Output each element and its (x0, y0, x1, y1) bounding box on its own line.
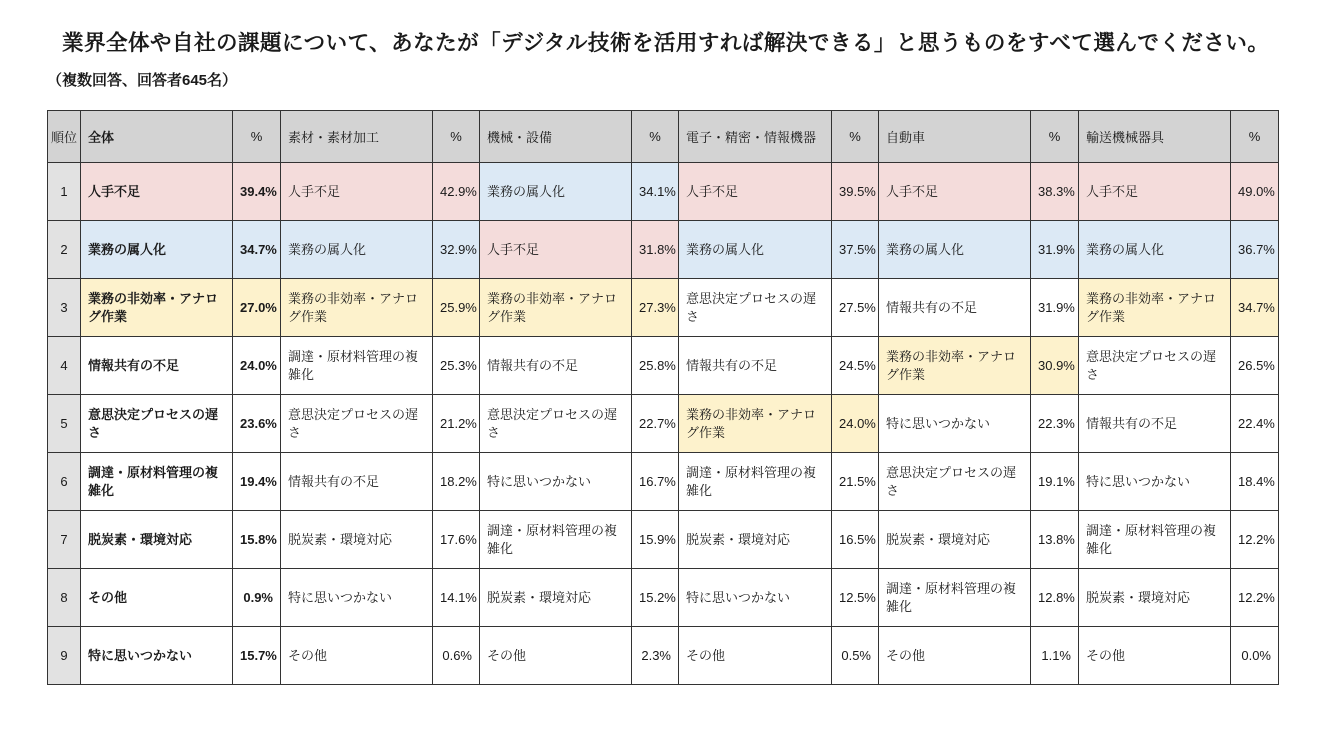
issue-label-cell: 特に思いつかない (480, 453, 632, 511)
issue-pct-cell: 0.5% (832, 627, 879, 685)
issue-label-cell: 調達・原材料管理の複雑化 (879, 569, 1031, 627)
issue-label-cell: 特に思いつかない (81, 627, 233, 685)
rank-cell: 4 (48, 337, 81, 395)
issue-label-cell: 調達・原材料管理の複雑化 (480, 511, 632, 569)
column-header-segment: 自動車 (879, 111, 1031, 163)
rank-cell: 8 (48, 569, 81, 627)
issue-label-cell: 情報共有の不足 (879, 279, 1031, 337)
issue-label-cell: 業務の非効率・アナログ作業 (480, 279, 632, 337)
issue-label-cell: 意思決定プロセスの遅さ (281, 395, 433, 453)
issue-pct-cell: 31.8% (632, 221, 679, 279)
issue-label-cell: 意思決定プロセスの遅さ (480, 395, 632, 453)
issue-pct-cell: 16.7% (632, 453, 679, 511)
issue-label-cell: 人手不足 (879, 163, 1031, 221)
issue-pct-cell: 34.1% (632, 163, 679, 221)
issue-label-cell: その他 (480, 627, 632, 685)
issue-label-cell: 情報共有の不足 (679, 337, 832, 395)
issue-label-cell: 業務の非効率・アナログ作業 (281, 279, 433, 337)
issue-pct-cell: 22.3% (1031, 395, 1079, 453)
issue-pct-cell: 22.4% (1231, 395, 1279, 453)
issue-pct-cell: 26.5% (1231, 337, 1279, 395)
table-row (48, 395, 1279, 453)
issue-pct-cell: 17.6% (433, 511, 480, 569)
issue-pct-cell: 31.9% (1031, 279, 1079, 337)
column-header-segment: 素材・素材加工 (281, 111, 433, 163)
issue-label-cell: 脱炭素・環境対応 (480, 569, 632, 627)
issue-label-cell: 特に思いつかない (879, 395, 1031, 453)
issue-pct-cell: 12.2% (1231, 511, 1279, 569)
issue-pct-cell: 13.8% (1031, 511, 1079, 569)
issue-label-cell: 特に思いつかない (679, 569, 832, 627)
column-header-segment: 電子・精密・情報機器 (679, 111, 832, 163)
ranking-table-header (48, 111, 1279, 163)
issue-pct-cell: 27.0% (233, 279, 281, 337)
issue-label-cell: その他 (81, 569, 233, 627)
column-header-pct: % (233, 111, 281, 163)
issue-label-cell: 人手不足 (81, 163, 233, 221)
issue-label-cell: 調達・原材料管理の複雑化 (1079, 511, 1231, 569)
issue-label-cell: 脱炭素・環境対応 (679, 511, 832, 569)
issue-label-cell: 業務の属人化 (679, 221, 832, 279)
ranking-table (47, 110, 1279, 685)
issue-pct-cell: 39.4% (233, 163, 281, 221)
page-subtitle: （複数回答、回答者645名） (47, 72, 238, 89)
issue-pct-cell: 1.1% (1031, 627, 1079, 685)
column-header-segment: 全体 (81, 111, 233, 163)
issue-label-cell: 意思決定プロセスの遅さ (81, 395, 233, 453)
page-title: 業界全体や自社の課題について、あなたが「デジタル技術を活用すれば解決できる」と思うものをすべて選んでください。 (62, 31, 1270, 55)
issue-pct-cell: 18.4% (1231, 453, 1279, 511)
issue-pct-cell: 24.5% (832, 337, 879, 395)
table-row (48, 569, 1279, 627)
ranking-table-body (48, 163, 1279, 685)
issue-label-cell: 意思決定プロセスの遅さ (879, 453, 1031, 511)
table-row (48, 279, 1279, 337)
issue-label-cell: 調達・原材料管理の複雑化 (81, 453, 233, 511)
rank-cell: 1 (48, 163, 81, 221)
issue-pct-cell: 36.7% (1231, 221, 1279, 279)
issue-label-cell: 脱炭素・環境対応 (281, 511, 433, 569)
rank-cell: 9 (48, 627, 81, 685)
issue-label-cell: 業務の非効率・アナログ作業 (679, 395, 832, 453)
issue-label-cell: 業務の非効率・アナログ作業 (879, 337, 1031, 395)
table-row (48, 163, 1279, 221)
issue-pct-cell: 25.3% (433, 337, 480, 395)
issue-pct-cell: 30.9% (1031, 337, 1079, 395)
issue-label-cell: 業務の属人化 (879, 221, 1031, 279)
issue-label-cell: 意思決定プロセスの遅さ (679, 279, 832, 337)
issue-pct-cell: 39.5% (832, 163, 879, 221)
issue-label-cell: 脱炭素・環境対応 (1079, 569, 1231, 627)
issue-pct-cell: 25.9% (433, 279, 480, 337)
issue-label-cell: その他 (281, 627, 433, 685)
column-header-pct: % (1031, 111, 1079, 163)
table-row (48, 627, 1279, 685)
issue-pct-cell: 12.2% (1231, 569, 1279, 627)
issue-pct-cell: 38.3% (1031, 163, 1079, 221)
table-row (48, 337, 1279, 395)
issue-pct-cell: 42.9% (433, 163, 480, 221)
issue-label-cell: 調達・原材料管理の複雑化 (679, 453, 832, 511)
table-row (48, 221, 1279, 279)
issue-pct-cell: 19.1% (1031, 453, 1079, 511)
column-header-segment: 機械・設備 (480, 111, 632, 163)
issue-pct-cell: 27.3% (632, 279, 679, 337)
issue-label-cell: 特に思いつかない (281, 569, 433, 627)
issue-pct-cell: 21.2% (433, 395, 480, 453)
issue-pct-cell: 15.8% (233, 511, 281, 569)
issue-pct-cell: 18.2% (433, 453, 480, 511)
issue-label-cell: 業務の属人化 (81, 221, 233, 279)
rank-cell: 7 (48, 511, 81, 569)
column-header-pct: % (832, 111, 879, 163)
issue-label-cell: 業務の属人化 (281, 221, 433, 279)
issue-pct-cell: 19.4% (233, 453, 281, 511)
issue-pct-cell: 12.5% (832, 569, 879, 627)
issue-label-cell: 人手不足 (679, 163, 832, 221)
issue-pct-cell: 0.9% (233, 569, 281, 627)
issue-label-cell: 人手不足 (1079, 163, 1231, 221)
issue-label-cell: 特に思いつかない (1079, 453, 1231, 511)
issue-label-cell: 調達・原材料管理の複雑化 (281, 337, 433, 395)
issue-pct-cell: 15.7% (233, 627, 281, 685)
issue-pct-cell: 27.5% (832, 279, 879, 337)
issue-pct-cell: 21.5% (832, 453, 879, 511)
issue-pct-cell: 0.0% (1231, 627, 1279, 685)
issue-pct-cell: 16.5% (832, 511, 879, 569)
issue-label-cell: 人手不足 (281, 163, 433, 221)
issue-pct-cell: 12.8% (1031, 569, 1079, 627)
issue-pct-cell: 49.0% (1231, 163, 1279, 221)
issue-pct-cell: 34.7% (233, 221, 281, 279)
issue-label-cell: その他 (1079, 627, 1231, 685)
column-header-pct: % (632, 111, 679, 163)
table-row (48, 453, 1279, 511)
issue-pct-cell: 32.9% (433, 221, 480, 279)
issue-label-cell: 情報共有の不足 (480, 337, 632, 395)
column-header-pct: % (1231, 111, 1279, 163)
issue-label-cell: 業務の属人化 (480, 163, 632, 221)
issue-label-cell: 情報共有の不足 (281, 453, 433, 511)
issue-label-cell: 情報共有の不足 (1079, 395, 1231, 453)
issue-label-cell: その他 (679, 627, 832, 685)
column-header-pct: % (433, 111, 480, 163)
issue-pct-cell: 34.7% (1231, 279, 1279, 337)
header-row (48, 111, 1279, 163)
issue-pct-cell: 14.1% (433, 569, 480, 627)
issue-label-cell: 意思決定プロセスの遅さ (1079, 337, 1231, 395)
issue-label-cell: 人手不足 (480, 221, 632, 279)
issue-pct-cell: 37.5% (832, 221, 879, 279)
issue-pct-cell: 24.0% (233, 337, 281, 395)
rank-cell: 6 (48, 453, 81, 511)
issue-label-cell: 情報共有の不足 (81, 337, 233, 395)
issue-label-cell: その他 (879, 627, 1031, 685)
issue-pct-cell: 15.2% (632, 569, 679, 627)
table-row (48, 511, 1279, 569)
rank-cell: 3 (48, 279, 81, 337)
column-header-segment: 輸送機械器具 (1079, 111, 1231, 163)
issue-pct-cell: 31.9% (1031, 221, 1079, 279)
issue-pct-cell: 24.0% (832, 395, 879, 453)
issue-pct-cell: 15.9% (632, 511, 679, 569)
issue-label-cell: 脱炭素・環境対応 (879, 511, 1031, 569)
issue-pct-cell: 22.7% (632, 395, 679, 453)
rank-cell: 5 (48, 395, 81, 453)
rank-cell: 2 (48, 221, 81, 279)
issue-pct-cell: 2.3% (632, 627, 679, 685)
issue-label-cell: 業務の非効率・アナログ作業 (81, 279, 233, 337)
column-header-rank: 順位 (48, 111, 81, 163)
issue-label-cell: 脱炭素・環境対応 (81, 511, 233, 569)
issue-pct-cell: 23.6% (233, 395, 281, 453)
issue-pct-cell: 0.6% (433, 627, 480, 685)
issue-label-cell: 業務の非効率・アナログ作業 (1079, 279, 1231, 337)
issue-label-cell: 業務の属人化 (1079, 221, 1231, 279)
issue-pct-cell: 25.8% (632, 337, 679, 395)
